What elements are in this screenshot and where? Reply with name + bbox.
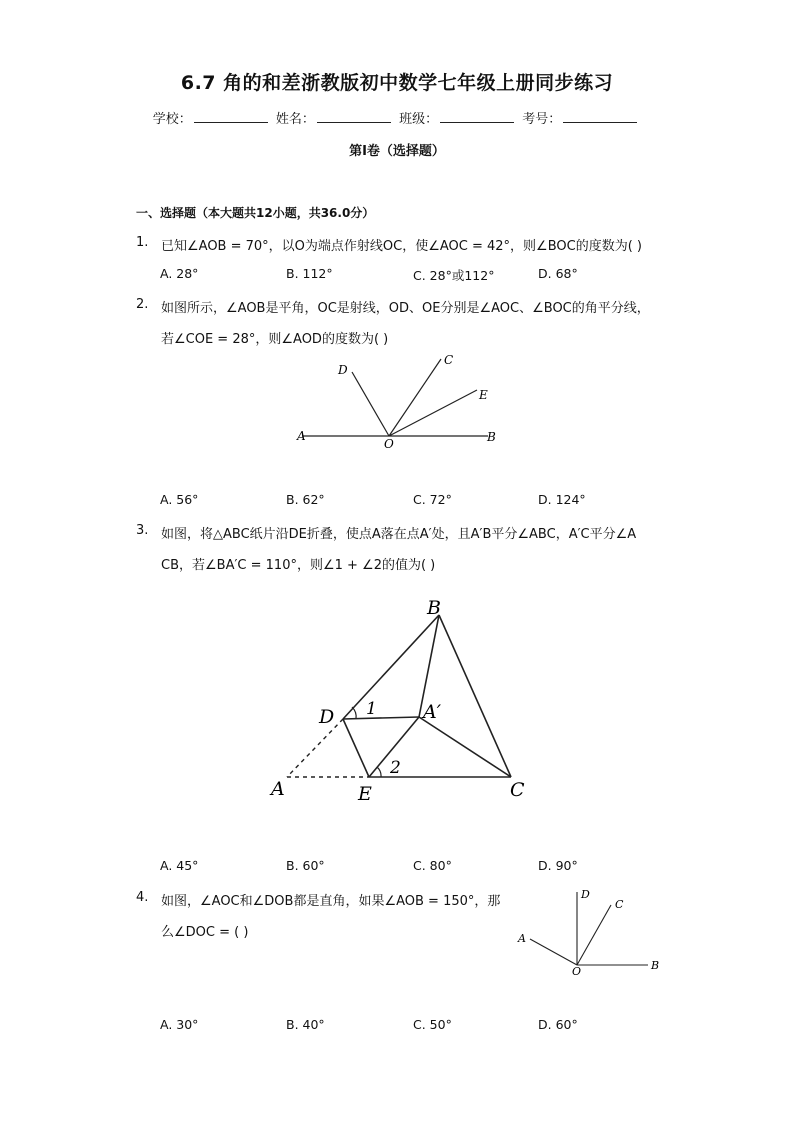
question-text-line: 如图，∠AOC和∠DOB都是直角，如果∠AOB = 150°，那 [161, 894, 501, 909]
option-d[interactable]: D. 60° [538, 1017, 578, 1032]
question-number: 1. [136, 235, 149, 250]
question-4-options [160, 1017, 660, 1035]
student-info-line [0, 108, 794, 127]
option-a[interactable]: A. 56° [160, 492, 199, 507]
number-blank[interactable] [563, 110, 637, 123]
number-label: 考号： [522, 112, 562, 127]
question-3-figure [265, 590, 535, 805]
question-4-figure [512, 884, 667, 976]
option-a[interactable]: A. 28° [160, 266, 199, 281]
label-c: C [510, 779, 525, 801]
question-number: 4. [136, 890, 149, 905]
section-heading: 一、选择题（本大题共12小题，共36.0分） [136, 206, 375, 220]
label-e: E [479, 388, 488, 402]
question-number: 3. [136, 523, 149, 538]
name-label: 姓名： [275, 112, 315, 127]
label-a: A [518, 932, 526, 945]
option-c[interactable]: C. 80° [413, 858, 452, 873]
question-text-line: 如图所示，∠AOB是平角，OC是射线，OD、OE分别是∠AOC、∠BOC的角平分线， [161, 301, 650, 316]
option-b[interactable]: B. 112° [286, 266, 333, 281]
question-2-options [160, 492, 660, 510]
label-b: B [487, 430, 496, 444]
angle-1-label: 1 [366, 699, 377, 719]
class-label: 班级： [399, 112, 439, 127]
option-d[interactable]: D. 68° [538, 266, 578, 281]
question-text-line: 若∠COE = 28°，则∠AOD的度数为( ) [161, 332, 389, 347]
label-d: D [581, 888, 590, 901]
option-b[interactable]: B. 40° [286, 1017, 325, 1032]
label-d: D [338, 363, 348, 377]
option-c[interactable]: C. 50° [413, 1017, 452, 1032]
label-a-prime: A′ [423, 701, 442, 723]
option-d[interactable]: D. 124° [538, 492, 586, 507]
label-a: A [297, 429, 306, 443]
label-o: O [384, 437, 394, 451]
page-title: 6.7 角的和差浙教版初中数学七年级上册同步练习 [180, 72, 614, 94]
label-c: C [615, 898, 624, 911]
question-2-figure [290, 350, 510, 455]
question-text-line: 已知∠AOB = 70°，以O为端点作射线OC，使∠AOC = 42°，则∠BOC的度数为( ) [161, 239, 642, 254]
question-number: 2. [136, 297, 149, 312]
class-blank[interactable] [440, 110, 514, 123]
option-b[interactable]: B. 60° [286, 858, 325, 873]
label-a: A [271, 778, 285, 800]
question-1-options [160, 266, 660, 284]
option-c[interactable]: C. 72° [413, 492, 452, 507]
label-e: E [358, 783, 372, 805]
school-label: 学校： [152, 112, 192, 127]
label-o: O [572, 965, 582, 976]
label-d: D [319, 706, 335, 728]
question-text-line: 如图，将△ABC纸片沿DE折叠，使点A落在点A′处，且A′B平分∠ABC，A′C平分∠A [161, 527, 637, 542]
question-text-line: 么∠DOC = ( ) [161, 925, 249, 940]
label-c: C [444, 353, 454, 367]
option-a[interactable]: A. 30° [160, 1017, 199, 1032]
question-3-options [160, 858, 660, 876]
option-d[interactable]: D. 90° [538, 858, 578, 873]
name-blank[interactable] [317, 110, 391, 123]
option-a[interactable]: A. 45° [160, 858, 199, 873]
school-blank[interactable] [194, 110, 268, 123]
volume-heading: 第I卷（选择题） [349, 144, 445, 159]
option-c[interactable]: C. 28°或112° [413, 268, 495, 283]
question-text-line: CB，若∠BA′C = 110°，则∠1 + ∠2的值为( ) [161, 558, 436, 573]
option-b[interactable]: B. 62° [286, 492, 325, 507]
label-b: B [427, 597, 441, 619]
angle-2-label: 2 [390, 758, 401, 778]
label-b: B [651, 959, 660, 972]
